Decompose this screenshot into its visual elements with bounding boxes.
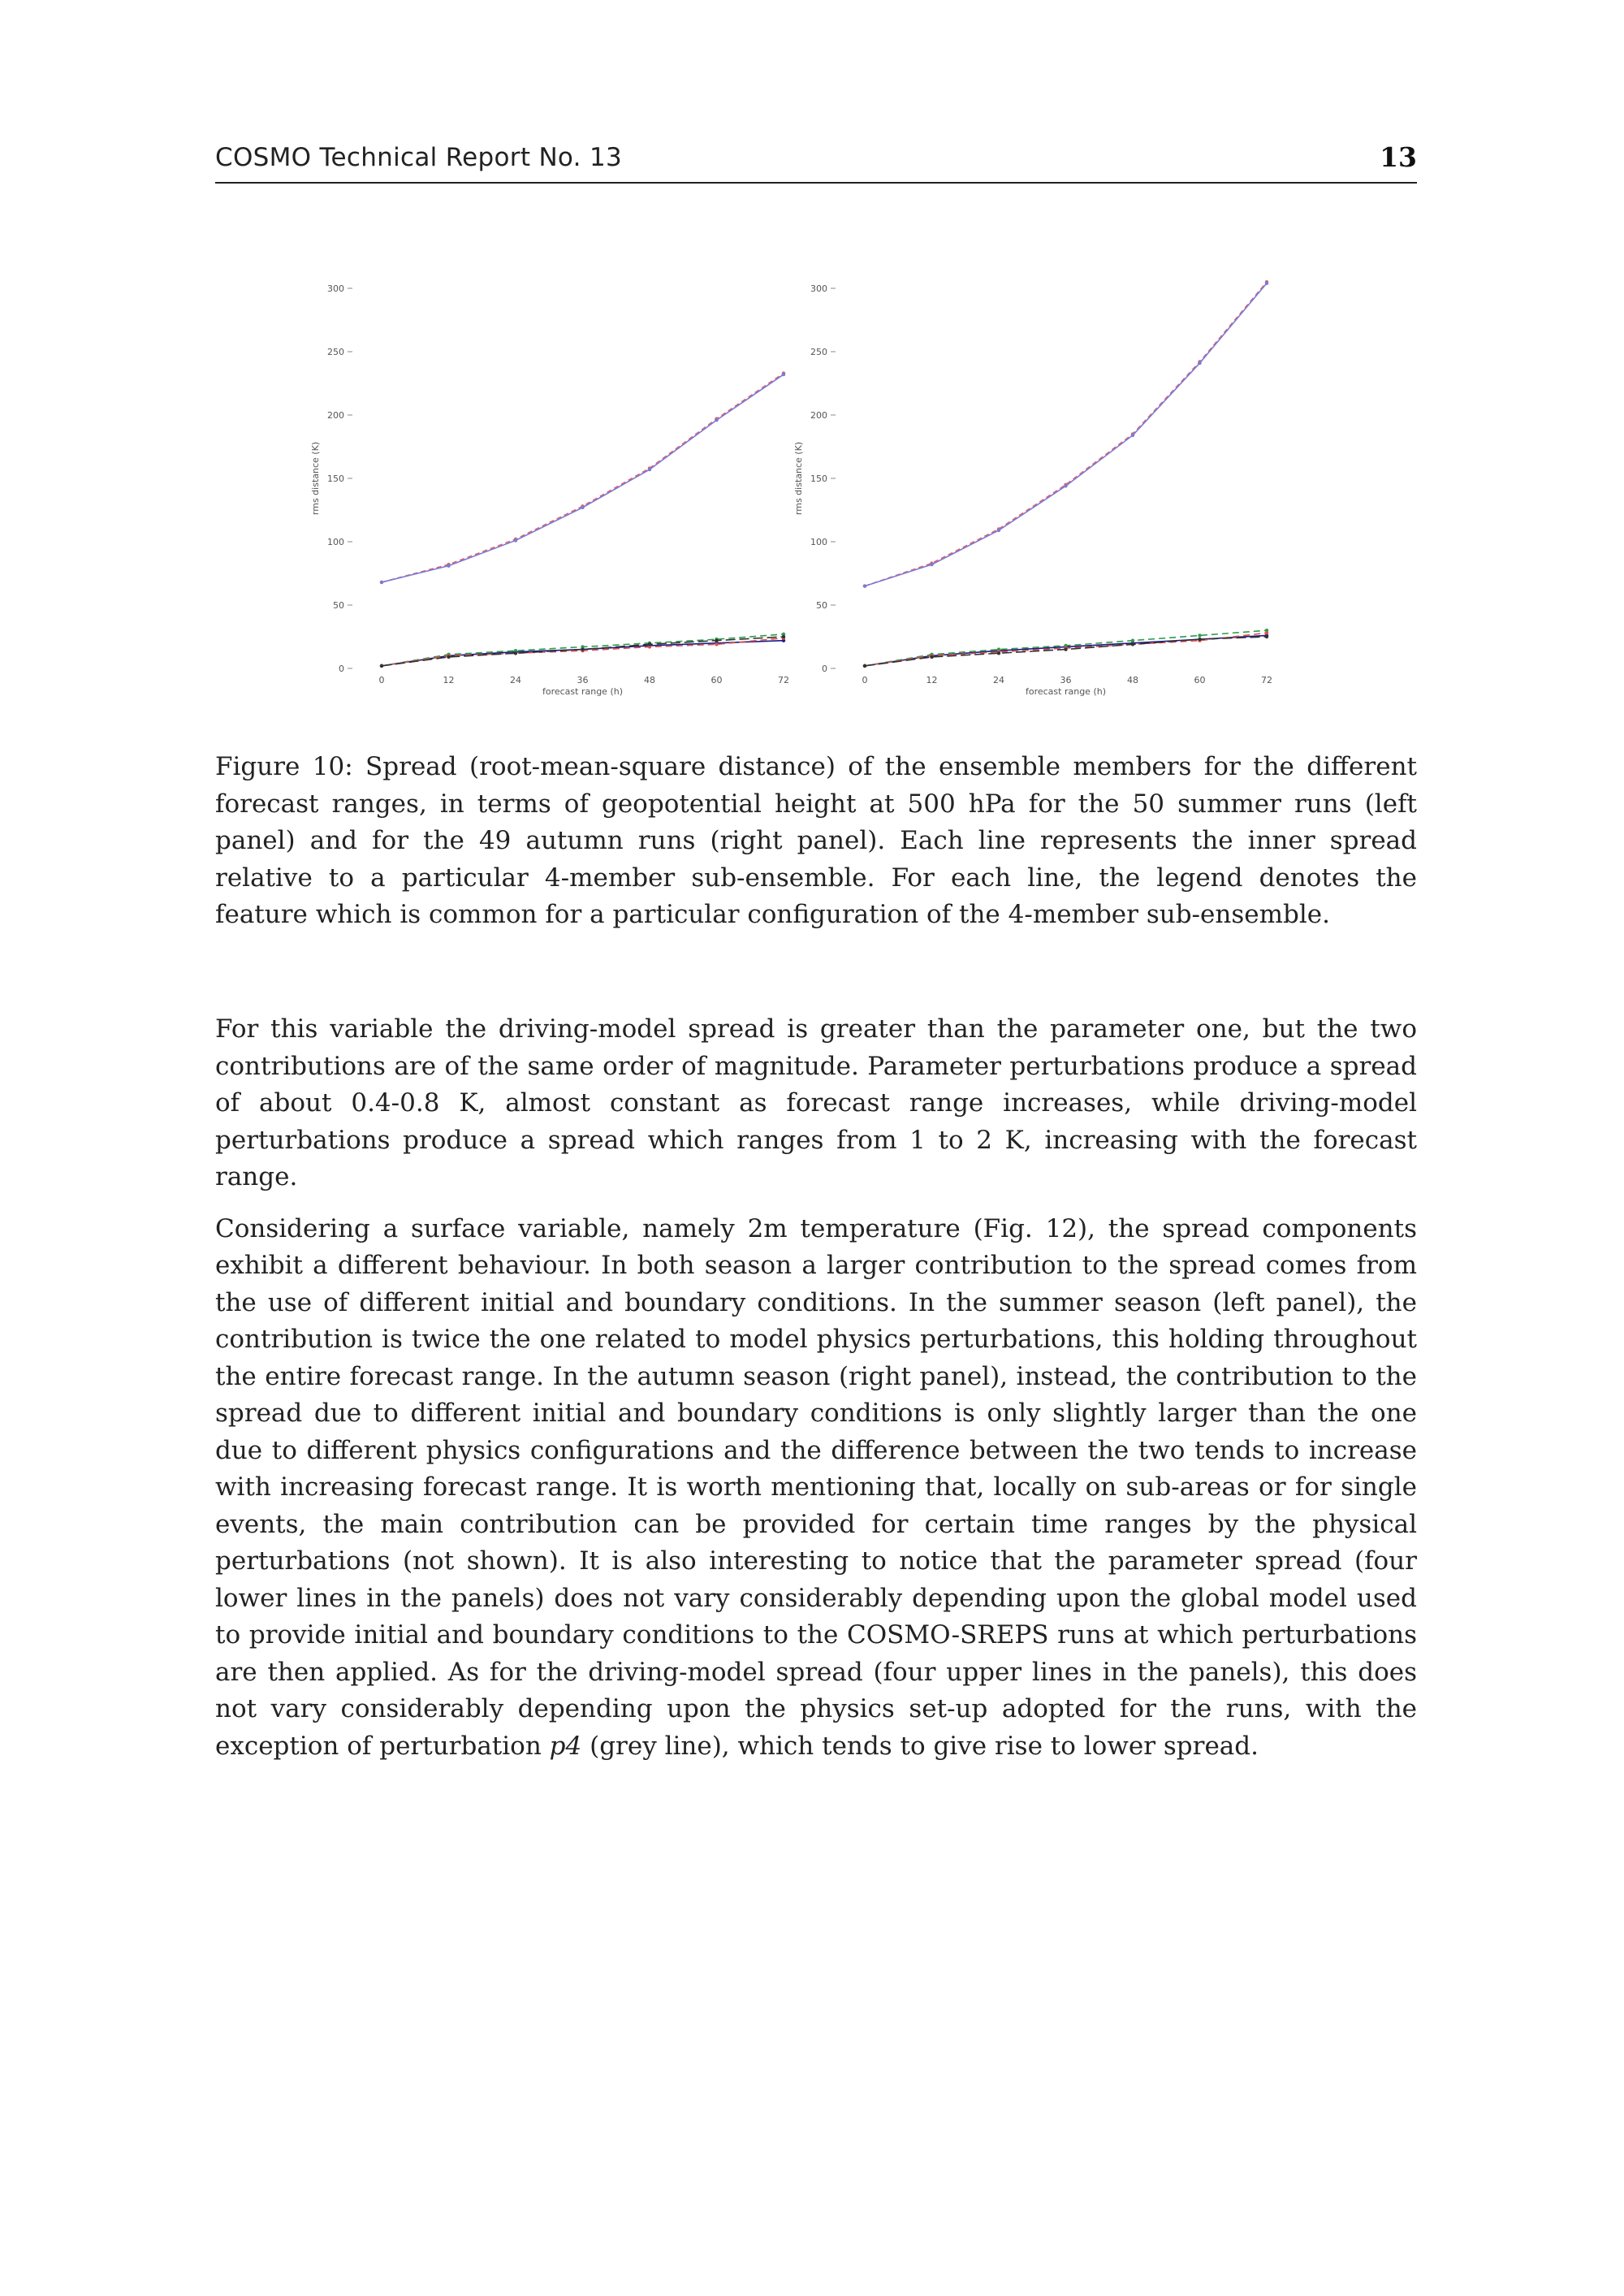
y-tick-label: 300 [810, 283, 827, 294]
figure-caption-text: Spread (root-mean-square distance) of the ensemble members for the different forecast ranges, in terms of geopotential height at 500 hPa for the 50 summer runs (left panel) and for the 49 autumn runs (right panel). Each line represents the inner spread relative to a particular 4-member sub-ensemble. For each line, the legend denotes the feature which is common for a particular configuration of the 4-member sub-ensemble. [215, 752, 1417, 929]
paragraph-2 [215, 1211, 1417, 1766]
x-tick-label: 48 [644, 675, 655, 685]
data-point [447, 655, 450, 659]
y-tick-label: 150 [327, 473, 344, 484]
x-axis-label: forecast range (h) [542, 686, 624, 697]
data-point [1131, 638, 1134, 642]
series-line [382, 374, 784, 582]
data-point [514, 651, 517, 655]
y-tick-label: 100 [810, 537, 827, 547]
data-point [648, 468, 651, 471]
y-tick-label: 150 [810, 473, 827, 484]
data-point [930, 563, 933, 566]
data-point [863, 584, 866, 587]
running-title: COSMO Technical Report No. 13 [215, 143, 623, 172]
paragraph-1: For this variable the driving-model spread is greater than the parameter one, but the two contributions are of the same order of magnitude. Parameter perturbations produce a spread of about 0.4-0.8 K, almost constant as forecast range increases, while driving-model perturbations produce a spread which ranges from 1 to 2 K, increasing with the forecast range. [215, 1014, 1417, 1191]
data-point [1198, 361, 1201, 365]
y-tick-label: 200 [810, 410, 827, 421]
page-header [215, 143, 1417, 184]
chart-right-panel [793, 272, 1279, 711]
data-point [1198, 633, 1201, 637]
x-tick-label: 60 [1194, 675, 1206, 685]
paragraph-2-text-b: (grey line), which tends to give rise to lower spread. [581, 1731, 1259, 1761]
data-point [863, 664, 866, 668]
paragraph-2-text-a: Considering a surface variable, namely 2m temperature (Fig. 12), the spread components exhibit a different behaviour. In both season a larger contribution to the spread comes from the use of different initial and boundary conditions. In the summer season (left panel), the contribution is twice the one related to model physics perturbations, this holding throughout the entire forecast range. In the autumn season (right panel), instead, the contribution to the spread due to different initial and boundary conditions is only slightly larger than the one due to different physics configurations and the difference between the two tends to increase with increasing forecast range. It is worth mentioning that, locally on sub-areas or for single events, the main contribution can be provided for certain time ranges by the physical perturbations (not shown). It is also interesting to notice that the parameter spread (four lower lines in the panels) does not vary considerably depending upon the global model used to provide initial and boundary conditions to the COSMO-SREPS runs at which perturbations are then applied. As for the driving-model spread (four upper lines in the panels), this does not vary considerably depending upon the physics set-up adopted for the runs, with the exception of perturbation [215, 1213, 1417, 1761]
x-axis-label: forecast range (h) [1025, 686, 1107, 697]
x-tick-label: 36 [1060, 675, 1072, 685]
body-text [215, 1011, 1417, 1779]
data-point [380, 581, 383, 584]
x-tick-label: 36 [577, 675, 589, 685]
x-tick-label: 24 [510, 675, 521, 685]
y-tick-label: 50 [816, 600, 827, 611]
y-axis-label: rms distance (K) [793, 441, 804, 516]
series-line [382, 374, 784, 582]
x-tick-label: 72 [778, 675, 789, 685]
data-point [715, 642, 718, 646]
x-tick-label: 72 [1261, 675, 1272, 685]
y-tick-label: 0 [339, 664, 344, 674]
page-number: 13 [1380, 141, 1417, 173]
series-line [865, 283, 1267, 586]
data-point [1064, 484, 1067, 487]
x-tick-label: 0 [862, 675, 868, 685]
x-tick-label: 0 [378, 675, 385, 685]
data-point [930, 655, 933, 659]
x-tick-label: 60 [710, 675, 723, 685]
data-point [1131, 642, 1134, 646]
x-tick-label: 12 [443, 675, 455, 685]
data-point [1131, 434, 1134, 437]
series-line [865, 637, 1267, 666]
data-point [648, 642, 651, 646]
data-point [715, 418, 718, 422]
data-point [1265, 631, 1268, 634]
data-point [1198, 638, 1201, 641]
data-point [715, 638, 718, 642]
data-point [1265, 635, 1268, 638]
data-point [1265, 282, 1268, 285]
y-axis-label: rms distance (K) [310, 441, 321, 516]
figure-10 [310, 272, 1283, 711]
data-point [447, 564, 450, 567]
figure-caption [215, 749, 1417, 934]
data-point [581, 506, 584, 509]
y-tick-label: 250 [810, 347, 827, 357]
data-point [1064, 647, 1067, 651]
figure-label: Figure 10: [215, 752, 353, 781]
y-tick-label: 200 [327, 410, 344, 421]
y-tick-label: 0 [822, 664, 827, 674]
data-point [581, 647, 584, 651]
x-tick-label: 48 [1127, 675, 1138, 685]
data-point [997, 651, 1000, 655]
data-point [782, 373, 785, 376]
y-tick-label: 250 [327, 347, 344, 357]
perturbation-p4-label: p4 [549, 1731, 582, 1761]
y-tick-label: 50 [333, 600, 344, 611]
x-tick-label: 12 [926, 675, 938, 685]
data-point [514, 538, 517, 542]
series-line [865, 282, 1267, 586]
chart-left-panel [310, 272, 796, 711]
x-tick-label: 24 [993, 675, 1004, 685]
y-tick-label: 300 [327, 283, 344, 294]
data-point [782, 635, 785, 638]
y-tick-label: 100 [327, 537, 344, 547]
data-point [997, 529, 1000, 532]
data-point [380, 664, 383, 668]
